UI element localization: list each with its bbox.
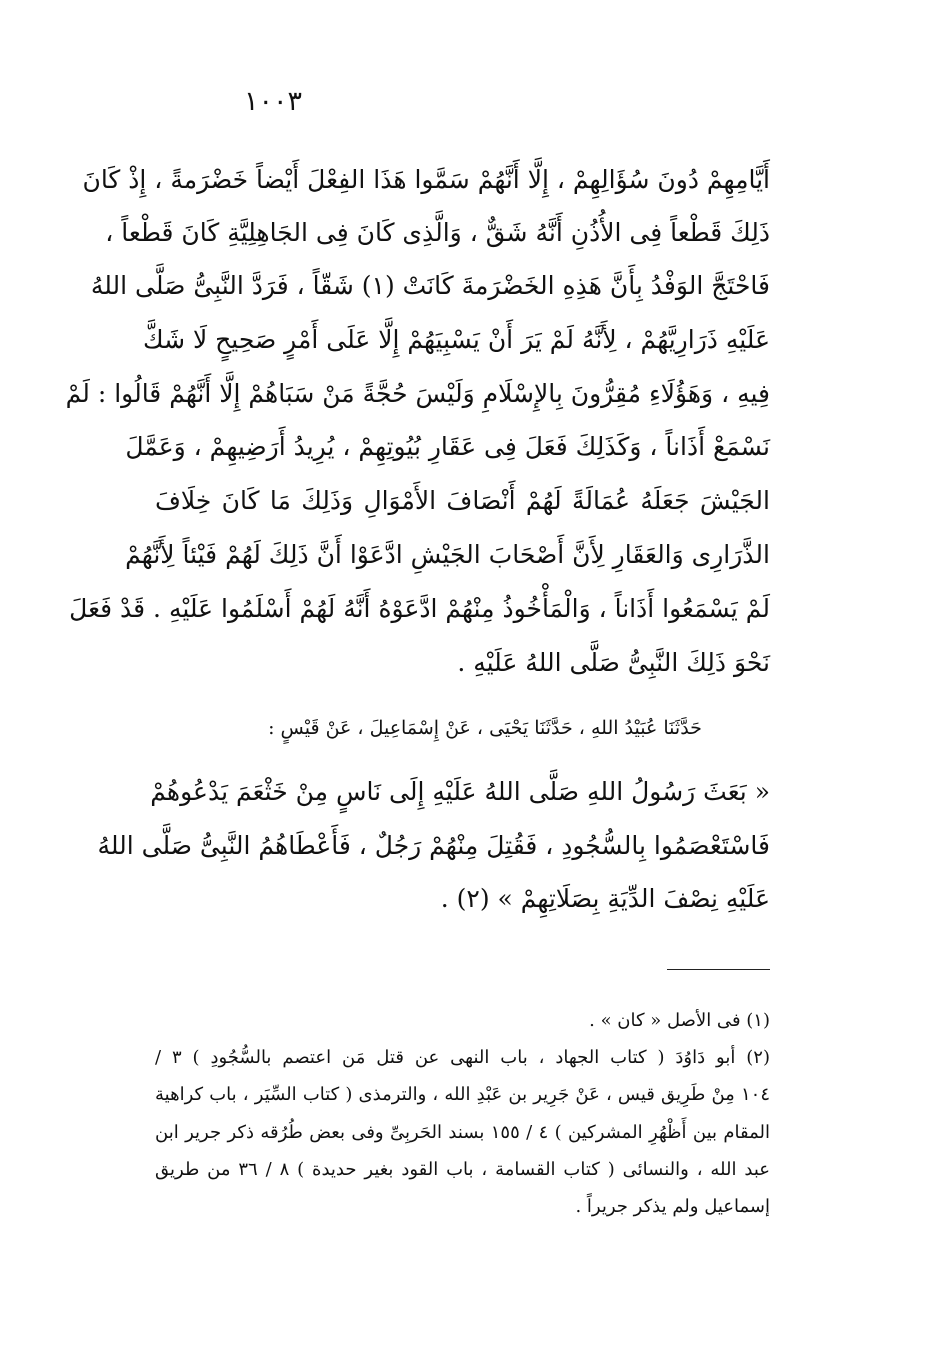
body-line: لَمْ يَسْمَعُوا أَذَاناً ، وَالْمَأْخُوذُ مِنْهُمْ ادَّعَوْهُ أَنَّهُ لَهُمْ أَسْلَمُوا عَلَيْهِ . قَدْ فَعَلَ <box>69 594 770 623</box>
body-line: ذَلِكَ قَطْعاً فِى الأُذُنِ أَنَّهُ شَقٌّ ، وَالَّذِى كَانَ فِى الجَاهِلِيَّةِ كَانَ قَطْعاً ، <box>105 218 770 247</box>
footnote-line: (٢) أبو دَاوُدَ ( كتاب الجهاد ، باب النهى عن قتل مَن اعتصم بالسُّجُودِ ) ٣ / <box>155 1047 770 1068</box>
isnad-line: حَدَّثَنَا عُبَيْدُ اللهِ ، حَدَّثَنَا يَحْيَى ، عَنْ إِسْمَاعِيلَ ، عَنْ قَيْسٍ : <box>268 717 702 739</box>
hadith-line: فَاسْتَعْصَمُوا بِالسُّجُودِ ، فَقُتِلَ مِنْهُمْ رَجُلٌ ، فَأَعْطَاهُمُ النَّبِىُّ صَلَّى اللهُ <box>97 831 770 860</box>
body-line: الجَيْشَ جَعَلَهُ عُمَالَةً لَهُمْ أَنْصَافَ الأَمْوَالِ وَذَلِكَ مَا كَانَ خِلَافَ <box>155 486 770 515</box>
body-line: نَسْمَعْ أَذَاناً ، وَكَذَلِكَ فَعَلَ فِى عَقَارِ بُيُوتِهِمْ ، يُرِيدُ أَرَضِيهِمْ ، وَعَمَّلَ <box>125 432 770 461</box>
footnote-line: (١) فى الأصل « كان » . <box>589 1010 770 1031</box>
body-line: عَلَيْهِ ذَرَارِيَّهُمْ ، لِأَنَّهُ لَمْ يَرَ أَنْ يَسْبِيَهُمْ إِلَّا عَلَى أَمْرٍ صَحِيحٍ لَا شَكَّ <box>143 325 770 354</box>
footnote-separator <box>667 969 770 970</box>
body-line: فَاحْتَجَّ الوَفْدُ بِأَنَّ هَذِهِ الخَضْرَمةَ كَانَتْ (١) شَقّاً ، فَرَدَّ النَّبِىُّ صَلَّى اللهُ <box>90 271 770 300</box>
body-line: أَيَّامِهِمْ دُونَ سُؤَالِهِمْ ، إِلَّا أَنَّهُمْ سَمَّوا هَذَا الفِعْلَ أَيْضاً خَضْرَمةً ، إِذْ كَانَ <box>82 165 770 194</box>
body-line: نَحْوَ ذَلِكَ النَّبِىُّ صَلَّى اللهُ عَلَيْهِ . <box>457 648 770 677</box>
footnote-line: إسماعيل ولم يذكر جريراً . <box>575 1196 770 1217</box>
body-line: الذَّرَارِى وَالعَقَارِ لِأَنَّ أَصْحَابَ الجَيْشِ ادَّعَوْا أَنَّ ذَلِكَ لَهُمْ فَيْئاً لِأَنَّهُمْ <box>125 540 770 569</box>
hadith-line: عَلَيْهِ نِصْفَ الدِّيَةِ بِصَلَاتِهِمْ » (٢) . <box>440 884 770 913</box>
footnote-line: المقام بين أَظْهُرِ المشركين ) ٤ / ١٥٥ بسند الحَربِىِّ وفى بعض طُرُقه ذكر جرير ابن <box>155 1122 771 1143</box>
footnote-line: ١٠٤ مِنْ طَرِيق قيس ، عَنْ جَرِير بن عَبْدِ الله ، والترمذى ( كتاب السِّيَر ، باب كراهية <box>155 1084 770 1105</box>
hadith-line: « بَعَثَ رَسُولُ اللهِ صَلَّى اللهُ عَلَيْهِ إِلَى نَاسٍ مِنْ خَثْعَمَ يَدْعُوهُمْ <box>150 777 770 806</box>
body-line: فِيهِ ، وَهَؤُلَاءِ مُقِرُّونَ بِالإِسْلَامِ وَلَيْسَ حُجَّةً مَنْ سَبَاهُمْ إِلَّا أَنَّهُمْ قَالُوا : لَمْ <box>65 379 770 408</box>
footnote-line: عبد الله ، والنسائى ( كتاب القسامة ، باب القود بغير حديدة ) ٨ / ٣٦ من طريق <box>155 1159 770 1180</box>
page-number: ١٠٠٣ <box>243 86 302 117</box>
